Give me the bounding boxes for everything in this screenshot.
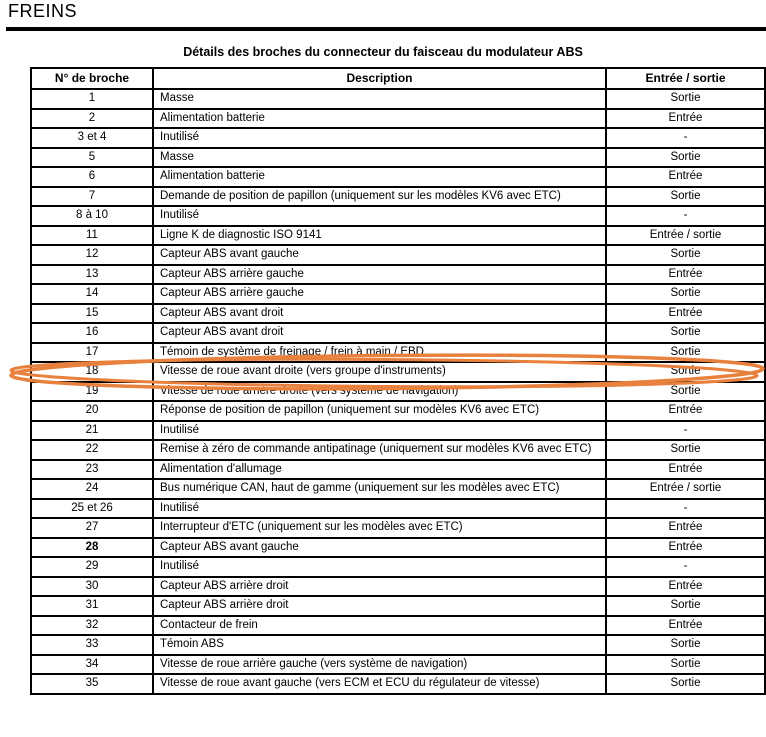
pin-cell: 18	[31, 362, 153, 382]
direction-cell: -	[606, 499, 765, 519]
direction-cell: Entrée	[606, 167, 765, 187]
pin-cell: 35	[31, 674, 153, 694]
table-row	[31, 226, 765, 246]
table-title: Détails des broches du connecteur du faisceau du modulateur ABS	[183, 45, 583, 59]
table-row	[31, 479, 765, 499]
pin-cell: 31	[31, 596, 153, 616]
pin-cell: 8 à 10	[31, 206, 153, 226]
description-cell: Capteur ABS arrière droit	[153, 596, 606, 616]
pin-cell: 1	[31, 89, 153, 109]
pin-cell: 16	[31, 323, 153, 343]
direction-cell: Entrée	[606, 109, 765, 129]
description-cell: Alimentation d'allumage	[153, 460, 606, 480]
description-cell: Inutilisé	[153, 128, 606, 148]
direction-cell: Sortie	[606, 655, 765, 675]
description-cell: Vitesse de roue arrière gauche (vers système de navigation)	[153, 655, 606, 675]
table-row	[31, 148, 765, 168]
table-row	[31, 304, 765, 324]
table-row	[31, 167, 765, 187]
description-cell: Vitesse de roue arrière droite (vers système de navigation)	[153, 382, 606, 402]
pin-table-body	[31, 89, 765, 694]
section-divider	[6, 27, 766, 31]
section-title: FREINS	[8, 1, 78, 21]
description-cell: Interrupteur d'ETC (uniquement sur les modèles avec ETC)	[153, 518, 606, 538]
pin-cell: 34	[31, 655, 153, 675]
pin-cell: 2	[31, 109, 153, 129]
direction-cell: Sortie	[606, 89, 765, 109]
direction-cell: Entrée	[606, 460, 765, 480]
pin-table	[30, 67, 766, 695]
pin-cell: 32	[31, 616, 153, 636]
pin-cell: 24	[31, 479, 153, 499]
direction-cell: Sortie	[606, 440, 765, 460]
description-cell: Capteur ABS arrière gauche	[153, 265, 606, 285]
direction-cell: Entrée	[606, 577, 765, 597]
description-cell: Remise à zéro de commande antipatinage (uniquement sur modèles KV6 avec ETC)	[153, 440, 606, 460]
direction-cell: Entrée	[606, 538, 765, 558]
pin-cell: 28	[31, 538, 153, 558]
direction-cell: Sortie	[606, 187, 765, 207]
table-row	[31, 538, 765, 558]
direction-cell: Entrée	[606, 401, 765, 421]
table-row	[31, 382, 765, 402]
pin-cell: 23	[31, 460, 153, 480]
table-row	[31, 187, 765, 207]
table-row	[31, 109, 765, 129]
direction-cell: Sortie	[606, 343, 765, 363]
description-cell: Capteur ABS avant droit	[153, 304, 606, 324]
description-cell: Témoin de système de freinage / frein à main / EBD	[153, 343, 606, 363]
direction-cell: Entrée / sortie	[606, 226, 765, 246]
table-row	[31, 323, 765, 343]
pin-cell: 17	[31, 343, 153, 363]
direction-cell: Sortie	[606, 284, 765, 304]
pin-cell: 25 et 26	[31, 499, 153, 519]
direction-cell: Sortie	[606, 635, 765, 655]
direction-cell: Entrée	[606, 265, 765, 285]
direction-cell: Sortie	[606, 323, 765, 343]
description-cell: Inutilisé	[153, 499, 606, 519]
direction-cell: Sortie	[606, 245, 765, 265]
description-cell: Vitesse de roue avant gauche (vers ECM et ECU du régulateur de vitesse)	[153, 674, 606, 694]
direction-cell: Entrée	[606, 616, 765, 636]
table-row	[31, 89, 765, 109]
table-row	[31, 577, 765, 597]
direction-cell: Entrée	[606, 304, 765, 324]
description-cell: Inutilisé	[153, 421, 606, 441]
direction-cell: Sortie	[606, 148, 765, 168]
description-cell: Capteur ABS avant droit	[153, 323, 606, 343]
pin-cell: 13	[31, 265, 153, 285]
direction-cell: Sortie	[606, 596, 765, 616]
column-header-description: Description	[153, 68, 606, 89]
table-row	[31, 674, 765, 694]
table-row	[31, 401, 765, 421]
table-row	[31, 518, 765, 538]
direction-cell: Entrée / sortie	[606, 479, 765, 499]
description-cell: Masse	[153, 148, 606, 168]
table-row	[31, 440, 765, 460]
table-row	[31, 245, 765, 265]
description-cell: Masse	[153, 89, 606, 109]
table-row	[31, 655, 765, 675]
column-header-pin: N° de broche	[31, 68, 153, 89]
direction-cell: Entrée	[606, 518, 765, 538]
column-header-direction: Entrée / sortie	[606, 68, 765, 89]
description-cell: Bus numérique CAN, haut de gamme (uniquement sur les modèles avec ETC)	[153, 479, 606, 499]
description-cell: Inutilisé	[153, 557, 606, 577]
description-cell: Demande de position de papillon (uniquement sur les modèles KV6 avec ETC)	[153, 187, 606, 207]
table-row	[31, 557, 765, 577]
description-cell: Témoin ABS	[153, 635, 606, 655]
description-cell: Capteur ABS arrière droit	[153, 577, 606, 597]
pin-cell: 7	[31, 187, 153, 207]
pin-cell: 15	[31, 304, 153, 324]
table-row	[31, 596, 765, 616]
description-cell: Capteur ABS avant gauche	[153, 245, 606, 265]
table-row	[31, 265, 765, 285]
pin-cell: 20	[31, 401, 153, 421]
table-row	[31, 206, 765, 226]
pin-cell: 12	[31, 245, 153, 265]
direction-cell: -	[606, 557, 765, 577]
table-header-row	[31, 68, 765, 89]
pin-cell: 27	[31, 518, 153, 538]
table-row	[31, 284, 765, 304]
direction-cell: Sortie	[606, 362, 765, 382]
pin-cell: 22	[31, 440, 153, 460]
direction-cell: Sortie	[606, 382, 765, 402]
direction-cell: -	[606, 206, 765, 226]
table-row	[31, 362, 765, 382]
pin-cell: 21	[31, 421, 153, 441]
direction-cell: Sortie	[606, 674, 765, 694]
table-row	[31, 616, 765, 636]
pin-cell: 30	[31, 577, 153, 597]
pin-cell: 33	[31, 635, 153, 655]
description-cell: Alimentation batterie	[153, 167, 606, 187]
direction-cell: -	[606, 128, 765, 148]
description-cell: Ligne K de diagnostic ISO 9141	[153, 226, 606, 246]
description-cell: Capteur ABS avant gauche	[153, 538, 606, 558]
pin-cell: 5	[31, 148, 153, 168]
description-cell: Contacteur de frein	[153, 616, 606, 636]
pin-cell: 3 et 4	[31, 128, 153, 148]
description-cell: Inutilisé	[153, 206, 606, 226]
description-cell: Alimentation batterie	[153, 109, 606, 129]
table-row	[31, 635, 765, 655]
table-row	[31, 343, 765, 363]
description-cell: Vitesse de roue avant droite (vers groupe d'instruments)	[153, 362, 606, 382]
direction-cell: -	[606, 421, 765, 441]
table-row	[31, 421, 765, 441]
pin-cell: 29	[31, 557, 153, 577]
table-row	[31, 460, 765, 480]
table-row	[31, 499, 765, 519]
description-cell: Capteur ABS arrière gauche	[153, 284, 606, 304]
table-row	[31, 128, 765, 148]
pin-cell: 11	[31, 226, 153, 246]
pin-cell: 6	[31, 167, 153, 187]
description-cell: Réponse de position de papillon (uniquement sur modèles KV6 avec ETC)	[153, 401, 606, 421]
pin-cell: 19	[31, 382, 153, 402]
pin-cell: 14	[31, 284, 153, 304]
